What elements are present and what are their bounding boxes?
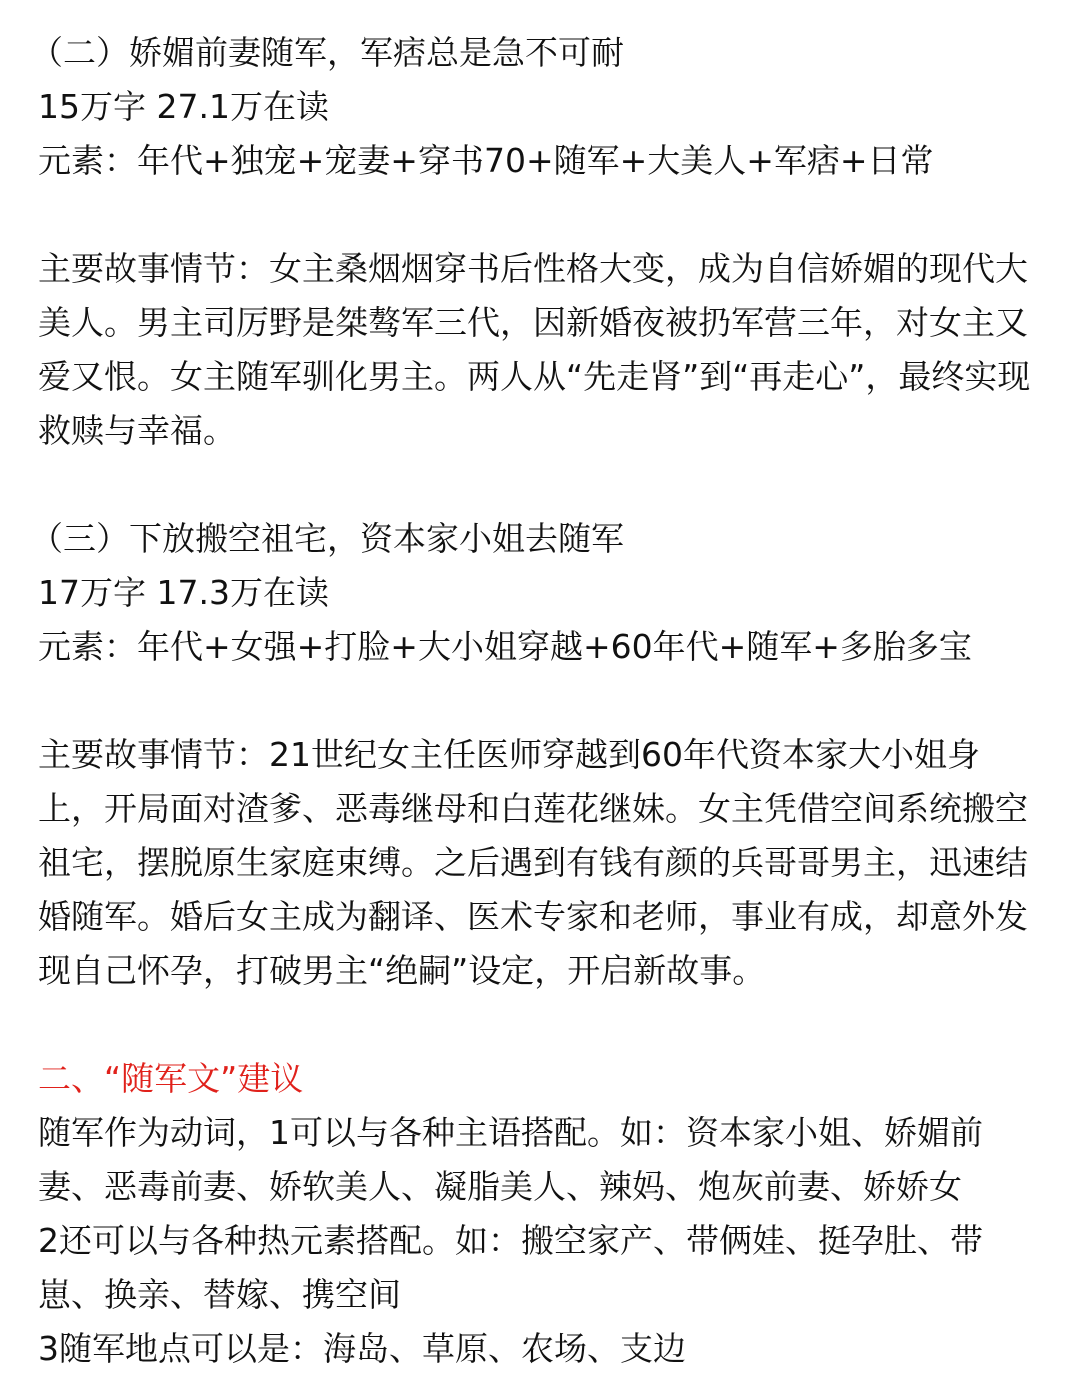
spacer bbox=[38, 674, 1038, 728]
section-2-stats: 15万字 27.1万在读 bbox=[38, 87, 329, 126]
section-2-title: （二）娇媚前妻随军，军痞总是急不可耐 bbox=[30, 33, 624, 72]
section-3-stats: 17万字 17.3万在读 bbox=[38, 573, 329, 612]
section-2-plot: 主要故事情节：女主桑烟烟穿书后性格大变，成为自信娇媚的现代大美人。男主司厉野是桀骜军三代，因新婚夜被扔军营三年，对女主又爱又恨。女主随军驯化男主。两人从“先走肾”到“再走心”，最终实现救赎与幸福。 bbox=[38, 249, 1031, 450]
advice-point-1: 随军作为动词，1可以与各种主语搭配。如：资本家小姐、娇媚前妻、恶毒前妻、娇软美人、凝脂美人、辣妈、炮灰前妻、娇娇女 bbox=[38, 1113, 983, 1206]
advice-heading-prefix: 二、 bbox=[38, 1059, 104, 1098]
section-3-elements: 元素：年代+女强+打脸+大小姐穿越+60年代+随军+多胎多宝 bbox=[38, 627, 972, 666]
section-3-plot: 主要故事情节：21世纪女主任医师穿越到60年代资本家大小姐身上，开局面对渣爹、恶毒继母和白莲花继妹。女主凭借空间系统搬空祖宅，摆脱原生家庭束缚。之后遇到有钱有颜的兵哥哥男主，迅速结婚随军。婚后女主成为翻译、医术专家和老师，事业有成，却意外发现自己怀孕，打破男主“绝嗣”设定，开启新故事。 bbox=[38, 735, 1028, 990]
spacer bbox=[38, 458, 1038, 512]
spacer bbox=[38, 188, 1038, 242]
advice-point-2: 2还可以与各种热元素搭配。如：搬空家产、带俩娃、挺孕肚、带崽、换亲、替嫁、携空间 bbox=[38, 1221, 983, 1314]
section-2-elements: 元素：年代+独宠+宠妻+穿书70+随军+大美人+军痞+日常 bbox=[38, 141, 934, 180]
advice-heading bbox=[38, 1052, 1038, 1106]
advice-point-3: 3随军地点可以是：海岛、草原、农场、支边 bbox=[38, 1329, 686, 1368]
article-body bbox=[30, 26, 1038, 1376]
advice-heading-highlight: “随军文”建议 bbox=[104, 1059, 304, 1098]
spacer bbox=[38, 998, 1038, 1052]
section-3-title: （三）下放搬空祖宅，资本家小姐去随军 bbox=[30, 519, 624, 558]
